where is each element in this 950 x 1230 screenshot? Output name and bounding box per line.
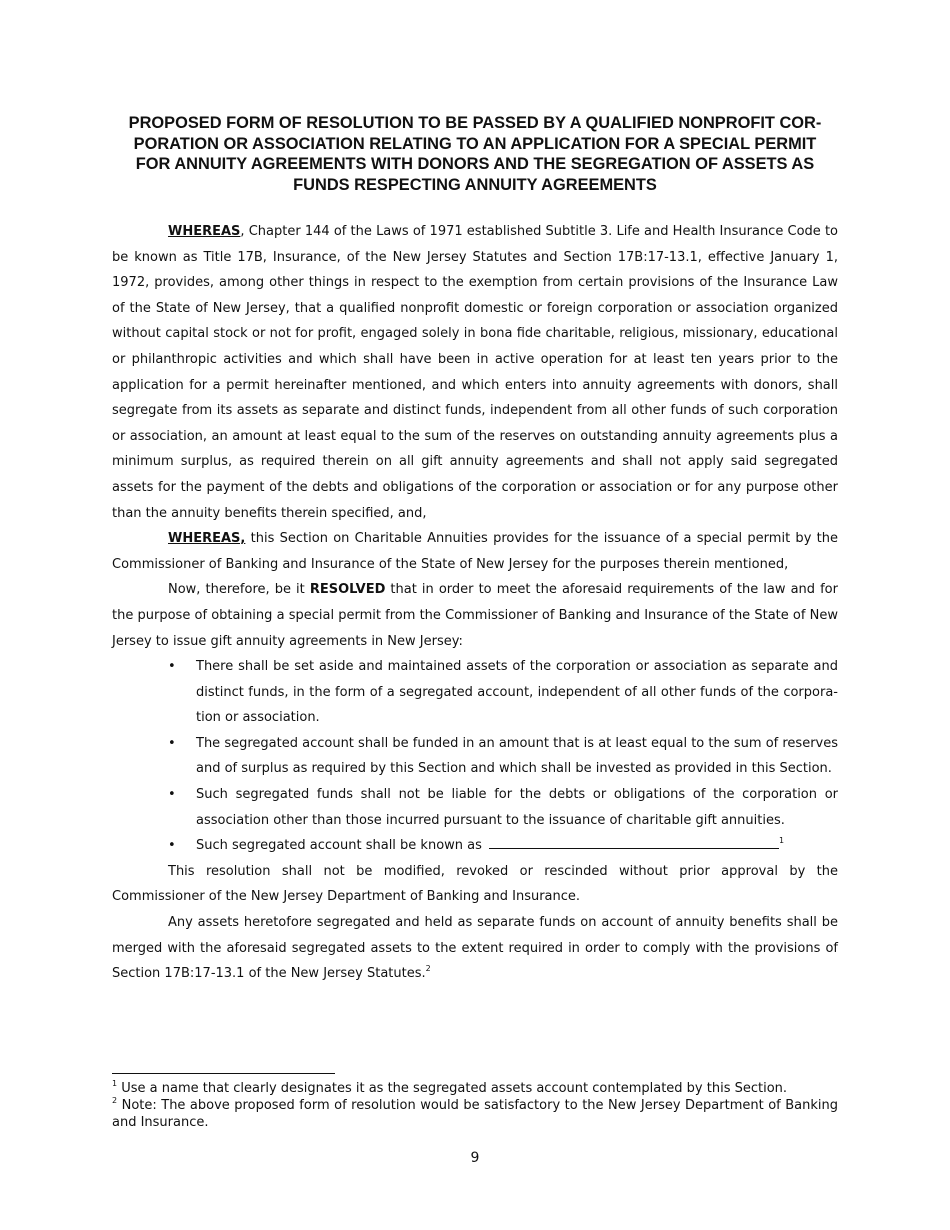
list-item bbox=[112, 654, 838, 731]
whereas-paragraph-1 bbox=[112, 219, 838, 526]
footnote-2 bbox=[112, 1097, 838, 1131]
resolution-bullet-list bbox=[112, 654, 838, 859]
footnote-mark: 1 bbox=[112, 1079, 118, 1088]
footnote-text: Note: The above proposed form of resolution would be satisfactory to the New Jersey Department of Banking and Insurance. bbox=[112, 1098, 838, 1130]
list-item-text: The segregated account shall be funded in an amount that is at least equal to the sum of reserves and of surplus as required by this Section and which shall be invested as provided in this Section. bbox=[196, 735, 838, 777]
bullet-icon: • bbox=[168, 787, 176, 803]
bullet-icon: • bbox=[168, 735, 176, 751]
list-item bbox=[112, 731, 838, 782]
paragraph-text: this Section on Charitable Annuities provides for the issuance of a special permit by the Commissioner of Banking and Insurance of the State of New Jersey for the purposes therein mentioned, bbox=[112, 531, 838, 572]
paragraph-prefix: Now, therefore, be it bbox=[168, 582, 310, 598]
whereas-keyword: WHEREAS bbox=[168, 224, 241, 239]
resolution-body bbox=[112, 219, 838, 987]
footnote-ref: 1 bbox=[779, 836, 785, 846]
whereas-keyword: WHEREAS, bbox=[168, 531, 246, 547]
bullet-icon: • bbox=[168, 659, 176, 675]
title-line: FOR ANNUITY AGREEMENTS WITH DONORS AND THE SEGREGATION OF ASSETS AS bbox=[135, 155, 815, 173]
paragraph-text: , Chapter 144 of the Laws of 1971 established Subtitle 3. Life and Health Insurance Code to be known as Title 17B, Insurance, of the New Jersey Statutes and Section 17B:17-13.1, effective January 1, 1972, provides, among other things in respect to the exemption from certain provisions of the Insurance Law of the State of New Jersey, that a qualified nonprofit domestic or foreign corporation or association organized without capital stock or not for profit, engaged solely in bona fide charitable, religious, missionary, educational or philanthropic activities and which shall have been in active operation for at least ten years prior to the application for a permit hereinafter mentioned, and which enters into annuity agreements with donors, shall segregate from its assets as separate and distinct funds, independent from all other funds of such corporation or association, an amount at least equal to the sum of the reserves on outstanding annuity agreements plus a minimum surplus, as required therein on all gift annuity agreements and shall not apply said segregated assets for the payment of the debts and obligations of the corporation or association or for any purpose other than the annuity benefits therein specified, and, bbox=[112, 224, 838, 521]
list-item bbox=[112, 782, 838, 833]
bullet-icon: • bbox=[168, 838, 176, 854]
title-line: FUNDS RESPECTING ANNUITY AGREEMENTS bbox=[293, 175, 657, 194]
page-number: 9 bbox=[470, 1150, 480, 1166]
footnote-mark: 2 bbox=[112, 1096, 118, 1105]
title-line: PORATION OR ASSOCIATION RELATING TO AN APPLICATION FOR A SPECIAL PERMIT bbox=[133, 134, 817, 153]
document-page bbox=[112, 0, 838, 1230]
title-line: PROPOSED FORM OF RESOLUTION TO BE PASSED BY A QUALIFIED NONPROFIT COR- bbox=[128, 114, 822, 132]
resolved-keyword: RESOLVED bbox=[309, 582, 386, 598]
paragraph-text: that in order to meet the aforesaid requirements of the law and for the purpose of obtaining a special permit from the Commissioner of Banking and Insurance of the State of New Jersey to issue gift annuity agreements in New Jersey: bbox=[112, 582, 838, 649]
list-item-text: There shall be set aside and maintained assets of the corporation or association as separate and distinct funds, in the form of a segregated account, independent of all other funds of the corporation or association. bbox=[196, 659, 838, 726]
footnote-1 bbox=[112, 1080, 838, 1097]
footnote-text: Use a name that clearly designates it as the segregated assets account contemplated by this Section. bbox=[117, 1081, 788, 1096]
merge-paragraph bbox=[112, 910, 838, 987]
document-title bbox=[112, 113, 838, 195]
paragraph-text: Any assets heretofore segregated and held as separate funds on account of annuity benefits shall be merged with the aforesaid segregated assets to the extent required in order to comply with the provisions of Section 17B:17-13.1 of the New Jersey Statutes. bbox=[112, 915, 838, 982]
no-modify-paragraph: This resolution shall not be modified, revoked or rescinded without prior approval by the Commissioner of the New Jersey Department of Banking and Insurance. bbox=[112, 863, 838, 905]
list-item bbox=[112, 833, 838, 859]
whereas-paragraph-2 bbox=[112, 526, 838, 577]
resolved-paragraph bbox=[112, 577, 838, 654]
footnote-divider bbox=[112, 1073, 335, 1074]
account-name-blank-line bbox=[489, 834, 779, 849]
list-item-text: Such segregated account shall be known as bbox=[196, 838, 482, 854]
list-item-text: Such segregated funds shall not be liable for the debts or obligations of the corporation or association other than those incurred pursuant to the issuance of charitable gift annuities. bbox=[196, 787, 838, 828]
footnote-ref: 2 bbox=[425, 964, 431, 974]
footnotes bbox=[112, 1080, 838, 1131]
